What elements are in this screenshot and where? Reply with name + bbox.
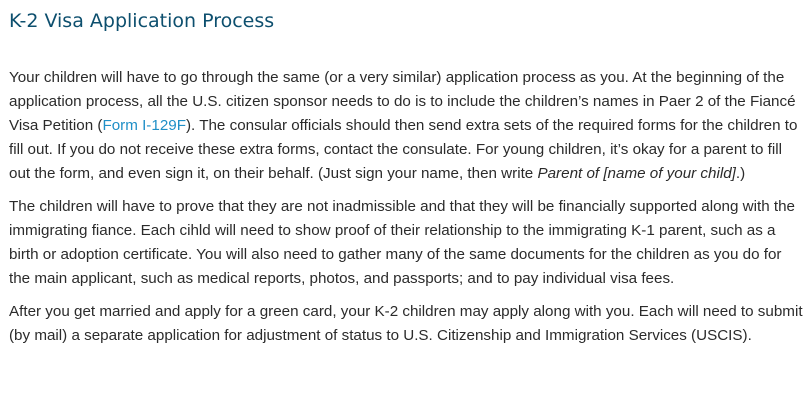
paragraph-text: ). The consular officials should then send extra sets of the required forms for the children to fill out. If you do not receive these extra forms, contact the consulate. For young children, it’s okay for a parent to fill out the form, and even sign it, on their behalf. (Just sign your name, then write (9, 117, 798, 182)
parent-of-child-italic: Parent of [name of your child] (537, 165, 736, 182)
paragraph-requirements: The children will have to prove that they are not inadmissible and that they will be financially supported along with the immigrating fiance. Each cihld will need to show proof of their relationship to the immigrating K-1 parent, such as a birth or adoption certificate. You will also need to gather many of the same documents for the children as you do for the main applicant, such as medical reports, photos, and passports; and to pay individual visa fees. (9, 198, 795, 287)
paragraph-green-card: After you get married and apply for a green card, your K-2 children may apply along with you. Each will need to submit (by mail) a separate application for adjustment of status to U.S. Citizenship and Immigration Services (USCIS). (9, 303, 803, 344)
paragraph-text: Your children will have to go through the same (or a very similar) application process as you. At the beginning of the application process, all the U.S. citizen sponsor needs to do is to include the children’s names in Paer 2 of the Fiancé Visa Petition ( (9, 69, 796, 134)
paragraph-application-process (9, 66, 804, 186)
paragraph-text: .) (735, 165, 746, 182)
form-i-129f-link[interactable]: Form I-129F (102, 117, 186, 134)
article (9, 0, 804, 348)
article-body (9, 66, 804, 348)
article-title: K-2 Visa Application Process (9, 10, 275, 32)
